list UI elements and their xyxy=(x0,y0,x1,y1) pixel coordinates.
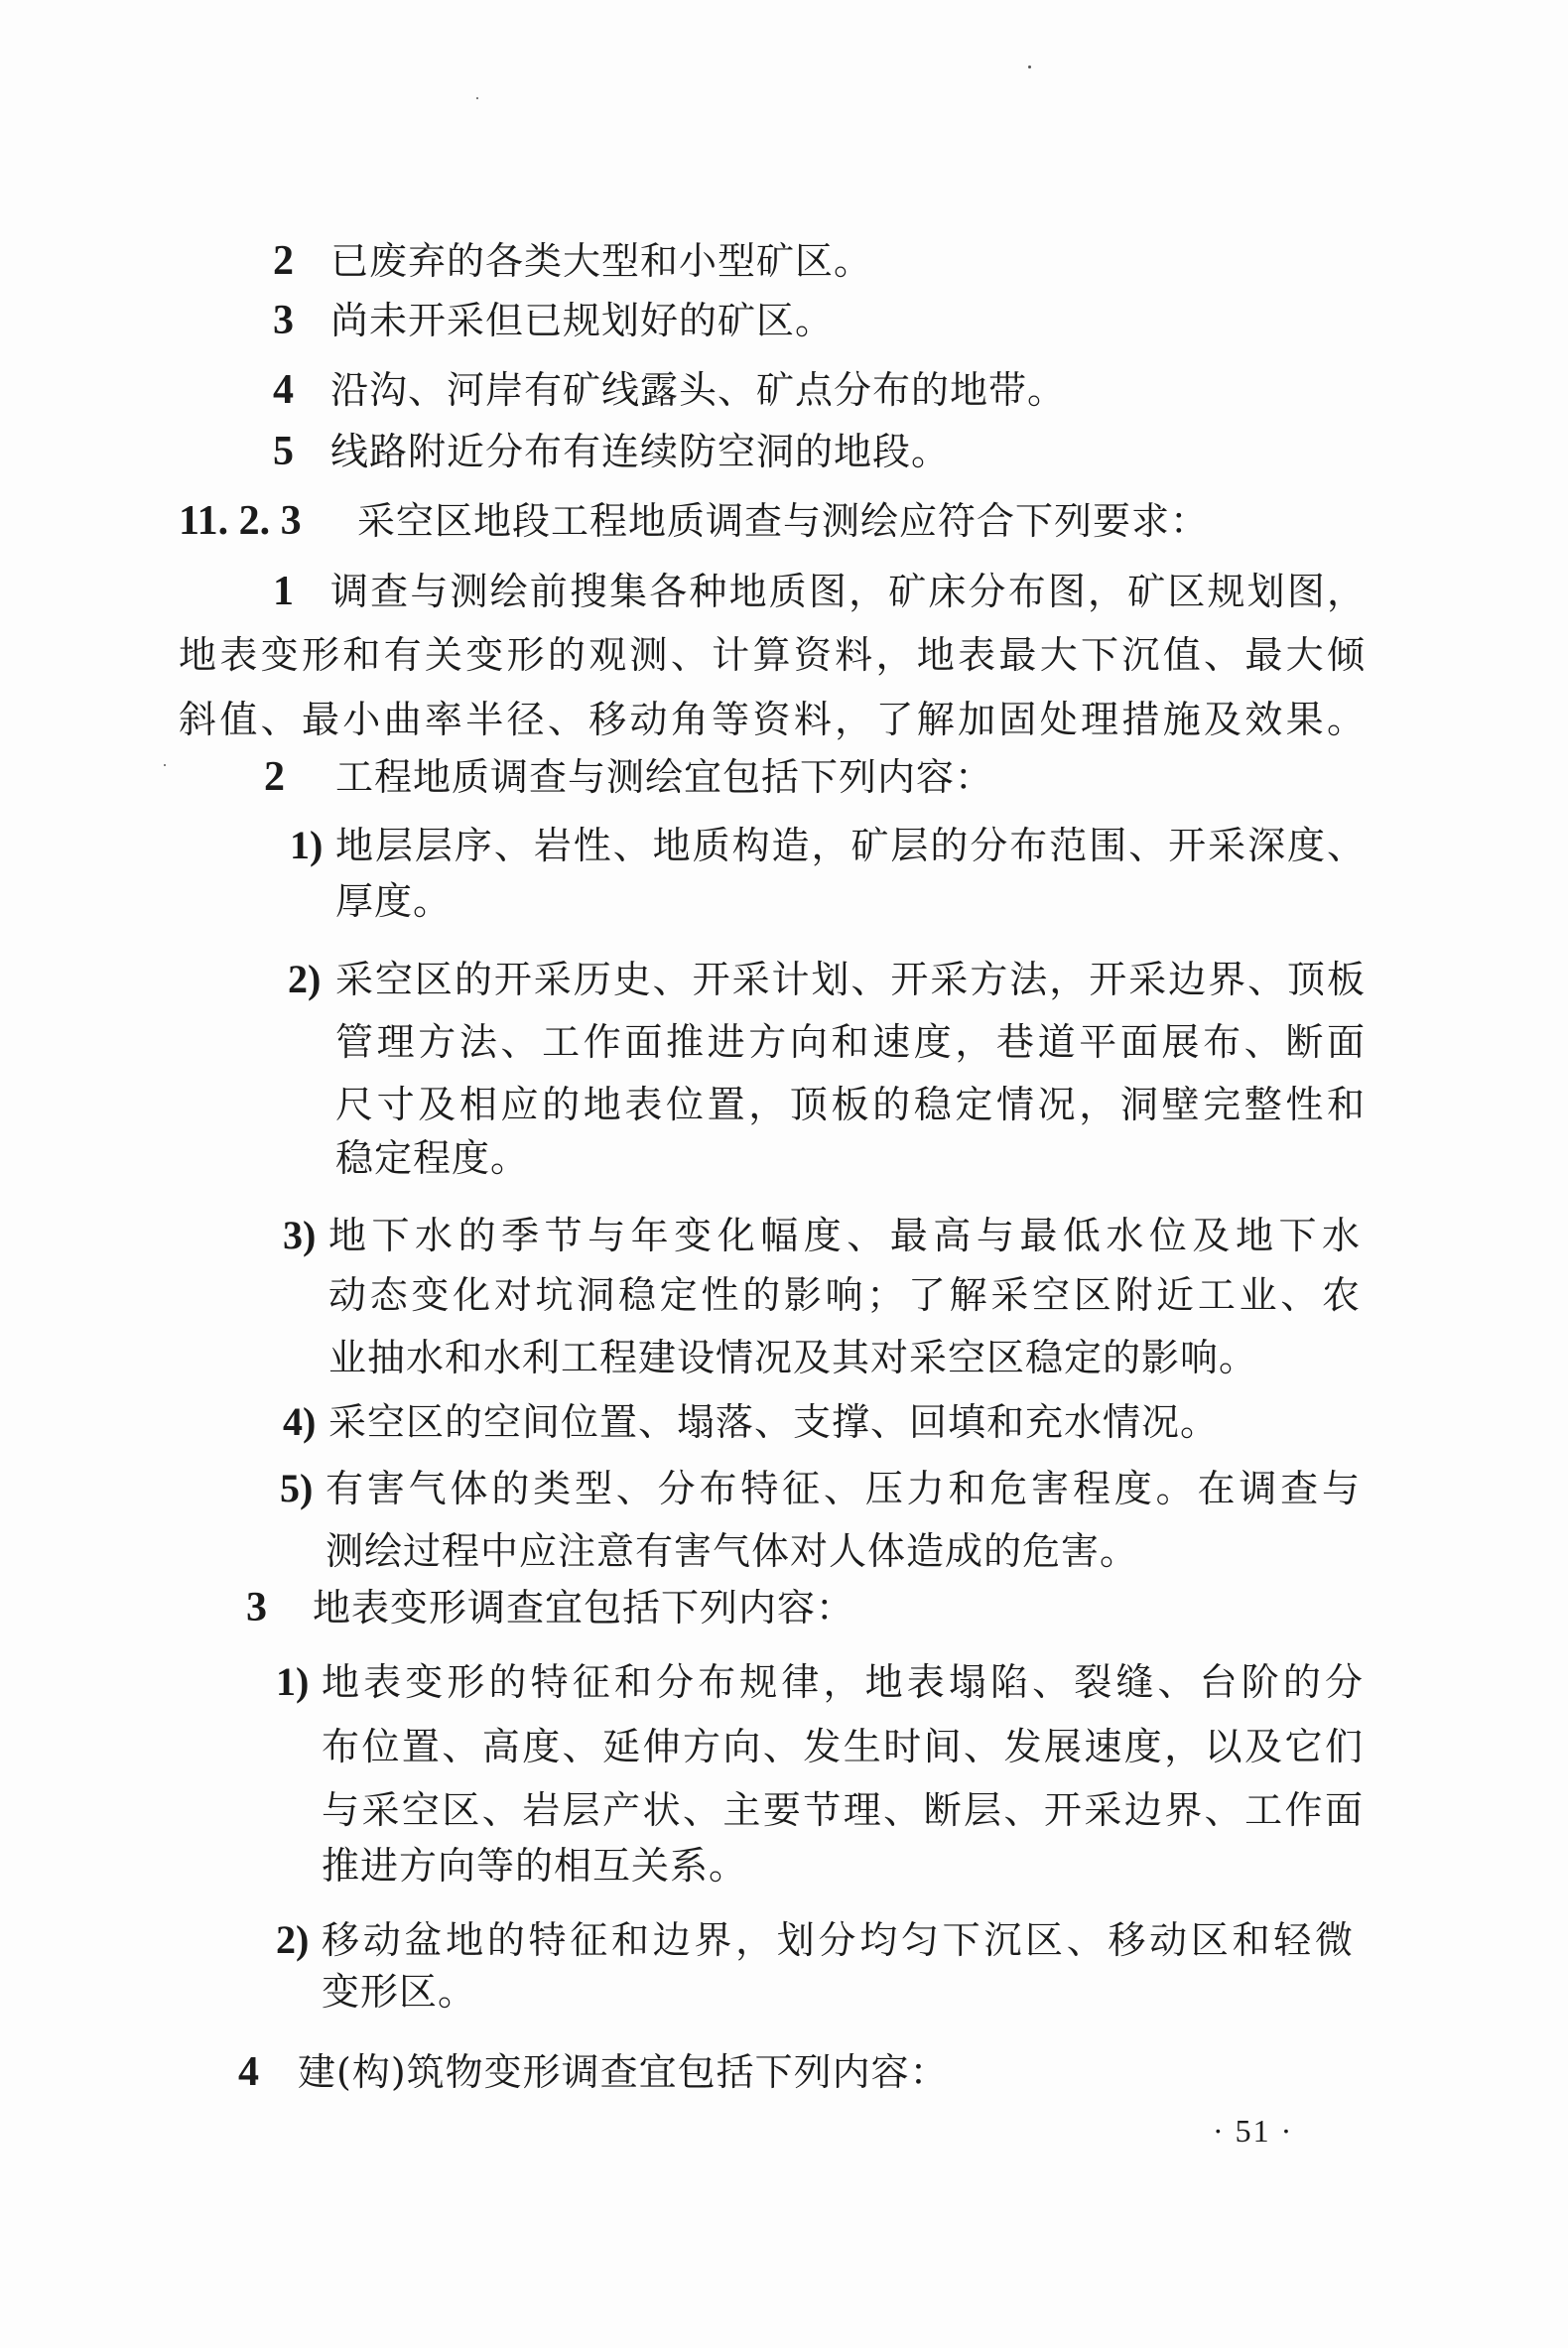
clause-title: 采空区地段工程地质调查与测绘应符合下列要求： xyxy=(357,499,1210,543)
subitem-text-line: 测绘过程中应注意有害气体对人体造成的危害。 xyxy=(326,1529,1139,1573)
subitem-text-line: 布位置、高度、延伸方向、发生时间、发展速度，以及它们 xyxy=(322,1725,1364,1768)
subitem-text-line: 稳定程度。 xyxy=(335,1136,530,1180)
clause-item-text-line: 斜值、最小曲率半径、移动角等资料，了解加固处理措施及效果。 xyxy=(179,698,1366,741)
list-item-text: 线路附近分布有连续防空洞的地段。 xyxy=(330,430,951,473)
clause-item-number: 4 xyxy=(238,2049,259,2095)
clause-item-number: 1 xyxy=(273,569,294,614)
subitem-text-line: 业抽水和水利工程建设情况及其对采空区稳定的影响。 xyxy=(328,1336,1258,1379)
subitem-text-line: 尺寸及相应的地表位置，顶板的稳定情况，洞壁完整性和 xyxy=(335,1083,1366,1126)
subitem-number: 4) xyxy=(283,1399,317,1444)
subitem-text-line: 地层层序、岩性、地质构造，矿层的分布范围、开采深度、 xyxy=(335,824,1366,867)
list-item-number: 5 xyxy=(273,429,294,474)
subitem-number: 1) xyxy=(276,1659,310,1704)
subitem-text-line: 有害气体的类型、分布特征、压力和危害程度。在调查与 xyxy=(326,1467,1361,1510)
subitem-number: 2) xyxy=(288,957,322,1001)
subitem-text-line: 厚度。 xyxy=(335,879,453,923)
subitem-number: 5) xyxy=(280,1466,314,1510)
subitem-text-line: 地表变形的特征和分布规律，地表塌陷、裂缝、台阶的分 xyxy=(322,1660,1364,1704)
clause-item-text-line: 建(构)筑物变形调查宜包括下列内容： xyxy=(298,2050,949,2094)
subitem-number: 1) xyxy=(290,823,324,867)
subitem-text-line: 变形区。 xyxy=(322,1970,477,2014)
subitem-text-line: 移动盆地的特征和边界，划分均匀下沉区、移动区和轻微 xyxy=(322,1918,1354,1962)
list-item-text: 已废弃的各类大型和小型矿区。 xyxy=(330,239,873,283)
list-item-text: 沿沟、河岸有矿线露头、矿点分布的地带。 xyxy=(330,368,1067,412)
scan-speck xyxy=(1028,65,1031,68)
subitem-number: 3) xyxy=(283,1213,317,1257)
clause-number: 11. 2. 3 xyxy=(179,498,302,544)
clause-item-number: 2 xyxy=(264,754,285,800)
list-item-number: 2 xyxy=(273,238,294,284)
page-number: · 51 · xyxy=(1213,2113,1294,2149)
clause-item-text-line: 调查与测绘前搜集各种地质图，矿床分布图，矿区规划图， xyxy=(330,570,1366,613)
subitem-text-line: 管理方法、工作面推进方向和速度，巷道平面展布、断面 xyxy=(335,1020,1366,1064)
list-item-number: 3 xyxy=(273,298,294,343)
subitem-text-line: 地下水的季节与年变化幅度、最高与最低水位及地下水 xyxy=(328,1214,1361,1257)
list-item-text: 尚未开采但已规划好的矿区。 xyxy=(330,299,835,342)
subitem-number: 2) xyxy=(276,1917,310,1962)
subitem-text-line: 采空区的开采历史、开采计划、开采方法，开采边界、顶板 xyxy=(335,958,1366,1001)
clause-item-number: 3 xyxy=(246,1585,267,1631)
scan-speck xyxy=(164,764,166,766)
subitem-text-line: 推进方向等的相互关系。 xyxy=(322,1844,748,1888)
clause-item-text-line: 地表变形调查宜包括下列内容： xyxy=(313,1586,855,1630)
list-item-number: 4 xyxy=(273,367,294,413)
subitem-text-line: 动态变化对坑洞稳定性的影响；了解采空区附近工业、农 xyxy=(328,1273,1361,1317)
clause-item-text-line: 地表变形和有关变形的观测、计算资料，地表最大下沉值、最大倾 xyxy=(179,633,1366,677)
scan-speck xyxy=(476,97,478,99)
clause-item-text-line: 工程地质调查与测绘宜包括下列内容： xyxy=(335,755,994,799)
subitem-text-line: 与采空区、岩层产状、主要节理、断层、开采边界、工作面 xyxy=(322,1788,1364,1832)
subitem-text-line: 采空区的空间位置、塌落、支撑、回填和充水情况。 xyxy=(328,1400,1220,1444)
